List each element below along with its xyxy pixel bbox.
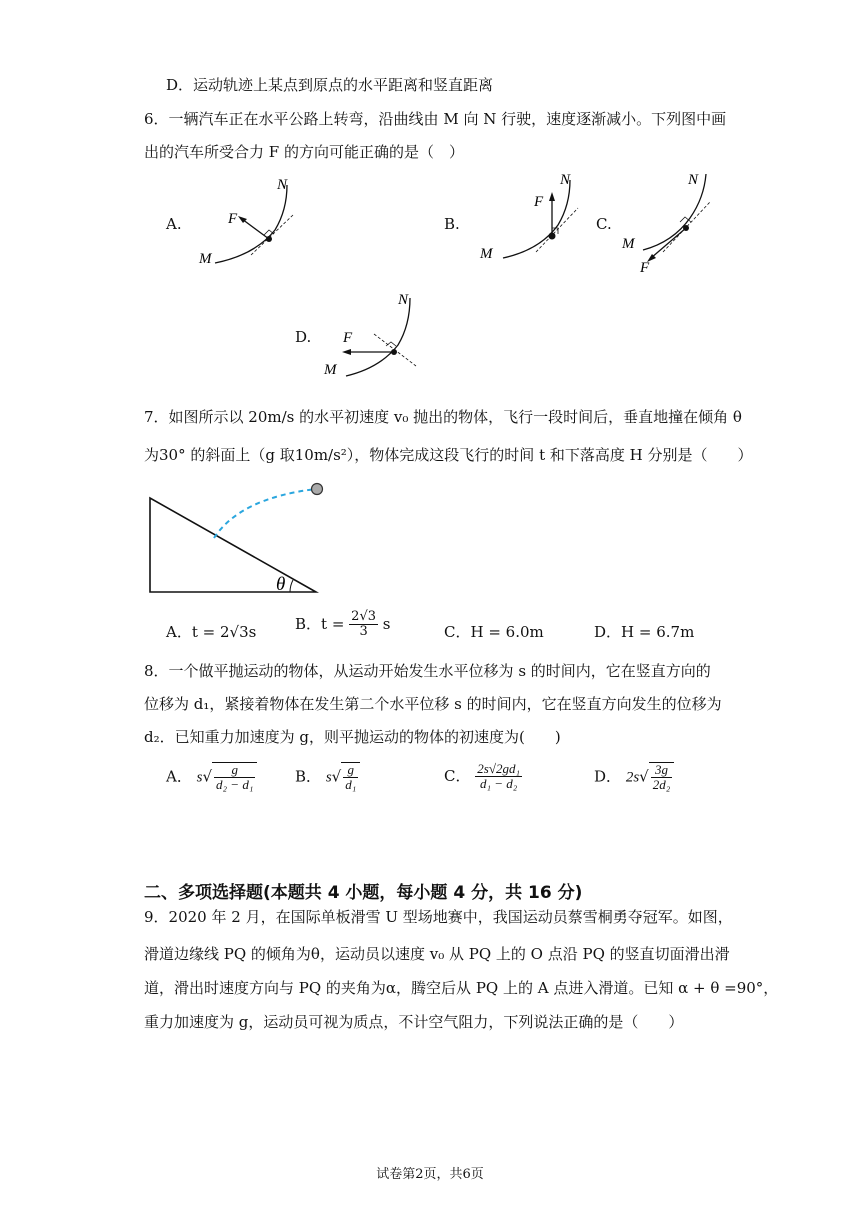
- q8-option-c-label: C．: [444, 766, 471, 785]
- q8-option-d: D． 2s√ $\frac{3g}{\text{2d₂}}$: [594, 762, 674, 793]
- q8-option-a-den: d₂ − d₁: [216, 777, 254, 793]
- q6-option-d-label: D.: [295, 328, 312, 346]
- q7-stem-line2: 为30° 的斜面上（g 取10m/s²），物体完成这段飞行的时间 t 和下落高度 H 分别是（ ）: [144, 446, 753, 464]
- q9-stem-line2: 滑道边缘线 PQ 的倾角为θ，运动员以速度 v₀ 从 PQ 上的 O 点沿 PQ 的竖直切面滑出滑: [144, 945, 730, 963]
- q6-diagram-b: [478, 170, 588, 265]
- q7-theta-label: θ: [276, 574, 286, 595]
- q6-diagram-c: [618, 170, 728, 280]
- q6b-n-label: N: [560, 172, 571, 188]
- q8-option-d-label: D．: [594, 767, 622, 786]
- q6-option-c-label: C.: [596, 215, 612, 233]
- q7-incline-diagram: [140, 478, 340, 600]
- q6b-m-label: M: [480, 246, 493, 262]
- q6d-f-label: F: [343, 330, 353, 346]
- q6c-f-label: F: [640, 260, 650, 276]
- q6-stem-line2: 出的汽车所受合力 F 的方向可能正确的是（ ）: [144, 143, 464, 161]
- q6-diagram-a: [195, 175, 305, 270]
- q6-option-a-label: A.: [166, 215, 182, 233]
- q6-option-b-label: B.: [444, 215, 460, 233]
- q8-option-a: A． s√ $\frac{g}{\text{d₂ − d₁}}$: [166, 762, 257, 793]
- q8-option-b-num: g: [343, 763, 358, 778]
- q8-option-d-num: 3g: [651, 763, 673, 778]
- q6c-m-label: M: [622, 236, 635, 252]
- q7-option-b-num: 2√3: [351, 609, 376, 624]
- q9-stem-line1: 9．2020 年 2 月，在国际单板滑雪 U 型场地赛中，我国运动员蔡雪桐勇夺冠军。如图，: [144, 908, 733, 926]
- q7-option-b-den: 3: [359, 624, 368, 640]
- q6a-n-label: N: [277, 177, 288, 193]
- q8-option-a-label: A．: [166, 767, 192, 786]
- q9-stem-line3: 道，滑出时速度方向与 PQ 的夹角为α，腾空后从 PQ 上的 A 点进入滑道。已知 α + θ =90°，: [144, 979, 779, 997]
- q8-stem-line1: 8．一个做平抛运动的物体，从运动开始发生水平位移为 s 的时间内，它在竖直方向的: [144, 662, 711, 680]
- section-title-multiple-choice: 二、多项选择题(本题共 4 小题，每小题 4 分，共 16 分): [144, 883, 583, 903]
- q8-option-b-s: s: [325, 769, 332, 786]
- q8-option-a-s: s: [196, 769, 203, 786]
- q9-stem-line4: 重力加速度为 g，运动员可视为质点，不计空气阻力，下列说法正确的是（ ）: [144, 1013, 684, 1031]
- q7-option-b-unit: s: [382, 614, 391, 633]
- q8-option-c-den: d₁ − d₂: [479, 776, 518, 792]
- q8-option-b-den: d₁: [345, 777, 357, 793]
- q8-option-d-2s: 2s: [625, 769, 640, 786]
- q8-option-c-num: 2s√2gd₁: [477, 761, 520, 776]
- q7-stem-line1: 7．如图所示以 20m/s 的水平初速度 v₀ 抛出的物体，飞行一段时间后，垂直地撞在倾角 θ: [144, 408, 742, 426]
- q8-option-b-label: B．: [295, 767, 322, 786]
- q5-option-d: D．运动轨迹上某点到原点的水平距离和竖直距离: [166, 76, 494, 94]
- q6d-m-label: M: [324, 362, 337, 378]
- q6c-n-label: N: [688, 172, 699, 188]
- q6a-f-label: F: [228, 211, 238, 227]
- q6d-n-label: N: [398, 292, 409, 308]
- page-footer: 试卷第2页，共6页: [376, 1167, 484, 1182]
- q6-diagram-d: [318, 290, 428, 385]
- q8-stem-line3: d₂．已知重力加速度为 g，则平抛运动的物体的初速度为( ): [144, 728, 561, 746]
- q8-option-b: B． s√ $\frac{g}{\text{d₁}}$: [295, 762, 360, 793]
- q6-stem-line1: 6．一辆汽车正在水平公路上转弯，沿曲线由 M 向 N 行驶，速度逐渐减小。下列图中画: [144, 110, 727, 128]
- q6a-m-label: M: [199, 251, 212, 267]
- q7-option-c: C．H = 6.0m: [444, 623, 544, 641]
- q8-option-a-num: g: [214, 763, 255, 778]
- q7-option-a: A．t = 2√3s: [166, 623, 257, 641]
- q8-option-c: [444, 762, 522, 792]
- q6b-f-label: F: [534, 194, 544, 210]
- q8-option-d-den: 2d₂: [652, 777, 671, 793]
- q7-option-b-prefix: B．t =: [295, 614, 345, 633]
- q7-option-b: [295, 610, 390, 640]
- q7-option-d: D．H = 6.7m: [594, 623, 695, 641]
- q8-stem-line2: 位移为 d₁，紧接着物体在发生第二个水平位移 s 的时间内，它在竖直方向发生的位移为: [144, 695, 722, 713]
